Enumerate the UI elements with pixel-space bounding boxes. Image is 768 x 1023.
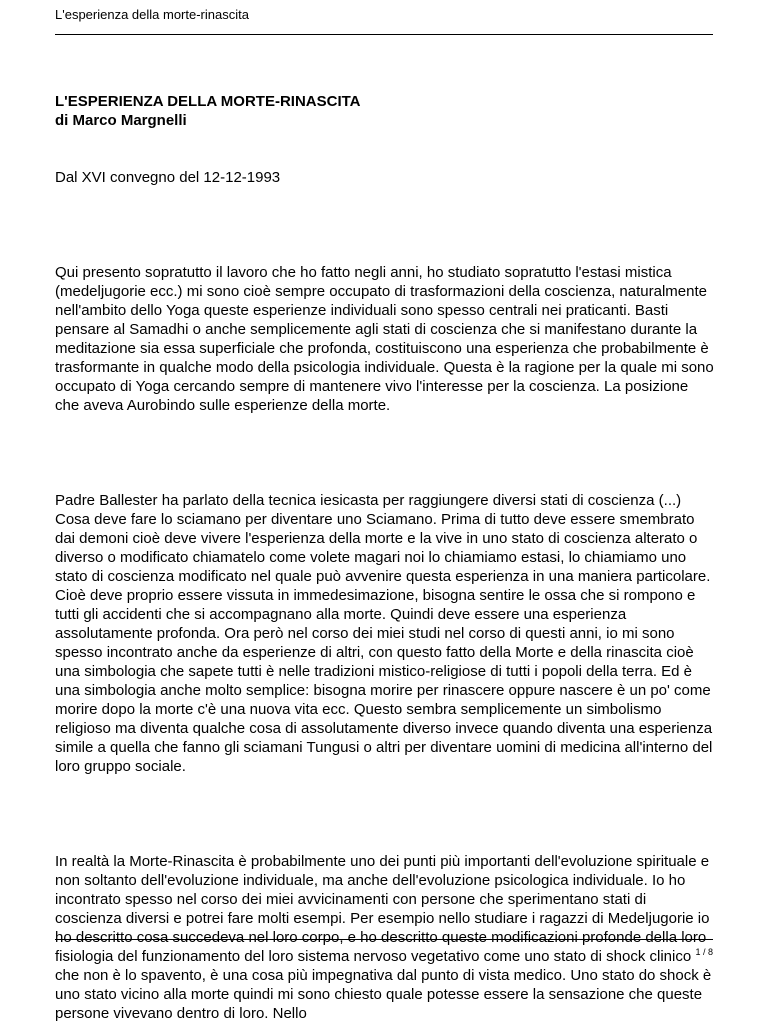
page-number: 1 / 8 — [695, 947, 713, 957]
article-title: L'ESPERIENZA DELLA MORTE-RINASCITA — [55, 93, 361, 110]
paragraph-2: Padre Ballester ha parlato della tecnica iesicasta per raggiungere diversi stati di coscienza (...) Cosa deve fare lo sciamano per diventare uno Sciamano. Prima di tutto deve essere smembrato dai demoni cioè deve vivere l'esperienza della morte e la vive in uno stato di coscienza alterato o diverso o modificato chiamatelo come volete magari noi lo chiamiamo estasi, lo chiamiamo uno stato di coscienza modificato nel quale può avvenire questa esperienza in una maniera particolare. Cioè deve proprio essere vissuta in immedesimazione, bisogna sentire le ossa che si rompono e tutti gli accidenti che si accompagnano alla morte. Quindi deve essere una esperienza assolutamente profonda. Ora però nel corso dei miei studi nel corso di questi anni, io mi sono spesso incontrato anche da esperienze di altri, con questo fatto della Morte e della rinascita cioè una simbologia che sapete tutti è nelle tradizioni mistico-religiose di tutti i popoli della terra. Ed è una simbologia anche molto semplice: bisogna morire per rinascere oppure nascere è un po' come morire dopo la morte c'è una nuova vita ecc. Questo sembra semplicemente un simbolismo religioso ma diventa qualche cosa di assolutamente diverso invece quando diventa una esperienza simile a quella che fanno gli sciamani Tungusi o altri per diventare uomini di medicina all'interno del loro gruppo sociale. — [55, 492, 713, 775]
header-divider — [55, 34, 713, 35]
article-author: di Marco Margnelli — [55, 112, 187, 129]
footer-divider — [55, 939, 713, 940]
paragraph-1: Qui presento sopratutto il lavoro che ho fatto negli anni, ho studiato sopratutto l'estasi mistica (medeljugorie ecc.) mi sono cioè sempre occupato di trasformazioni della coscienza, naturalmente nell'ambito dello Yoga queste esperienze individuali sono spesso centrali nei praticanti. Basti pensare al Samadhi o anche semplicemente agli stati di coscienza che si manifestano durante la meditazione sia essa superficiale che profonda, costituiscono una esperienza che probabilmente è trasformante in qualche modo della psicologia individuale. Questa è la ragione per la quale mi sono occupato di Yoga cercando sempre di mantenere vivo l'interesse per la coscienza. La posizione che aveva Aurobindo sulle esperienze della morte. — [55, 264, 714, 414]
paragraph-3: In realtà la Morte-Rinascita è probabilmente uno dei punti più importanti dell'evoluzione spirituale e non soltanto dell'evoluzione individuale, ma anche dell'evoluzione psicologica individuale. Io ho incontrato spesso nel corso dei miei avvicinamenti con persone che sperimentano stati di coscienza diversi e potrei fare molti esempi. Per esempio nello studiare i ragazzi di Medeljugorie io ho descritto cosa succedeva nel loro corpo, e ho descritto queste modificazioni profonde della loro fisiologia del funzionamento del loro sistema nervoso vegetativo come uno stato di shock clinico che non è lo spavento, è una cosa più impegnativa dal punto di vista medico. Uno stato do shock è uno stato vicino alla morte quindi mi sono chiesto quale potesse essere la sensazione che queste persone vivevano dentro di loro. Nello — [55, 853, 712, 1022]
running-header: L'esperienza della morte-rinascita — [55, 7, 249, 22]
document-body — [55, 92, 715, 1023]
source-line: Dal XVI convegno del 12-12-1993 — [55, 169, 281, 186]
